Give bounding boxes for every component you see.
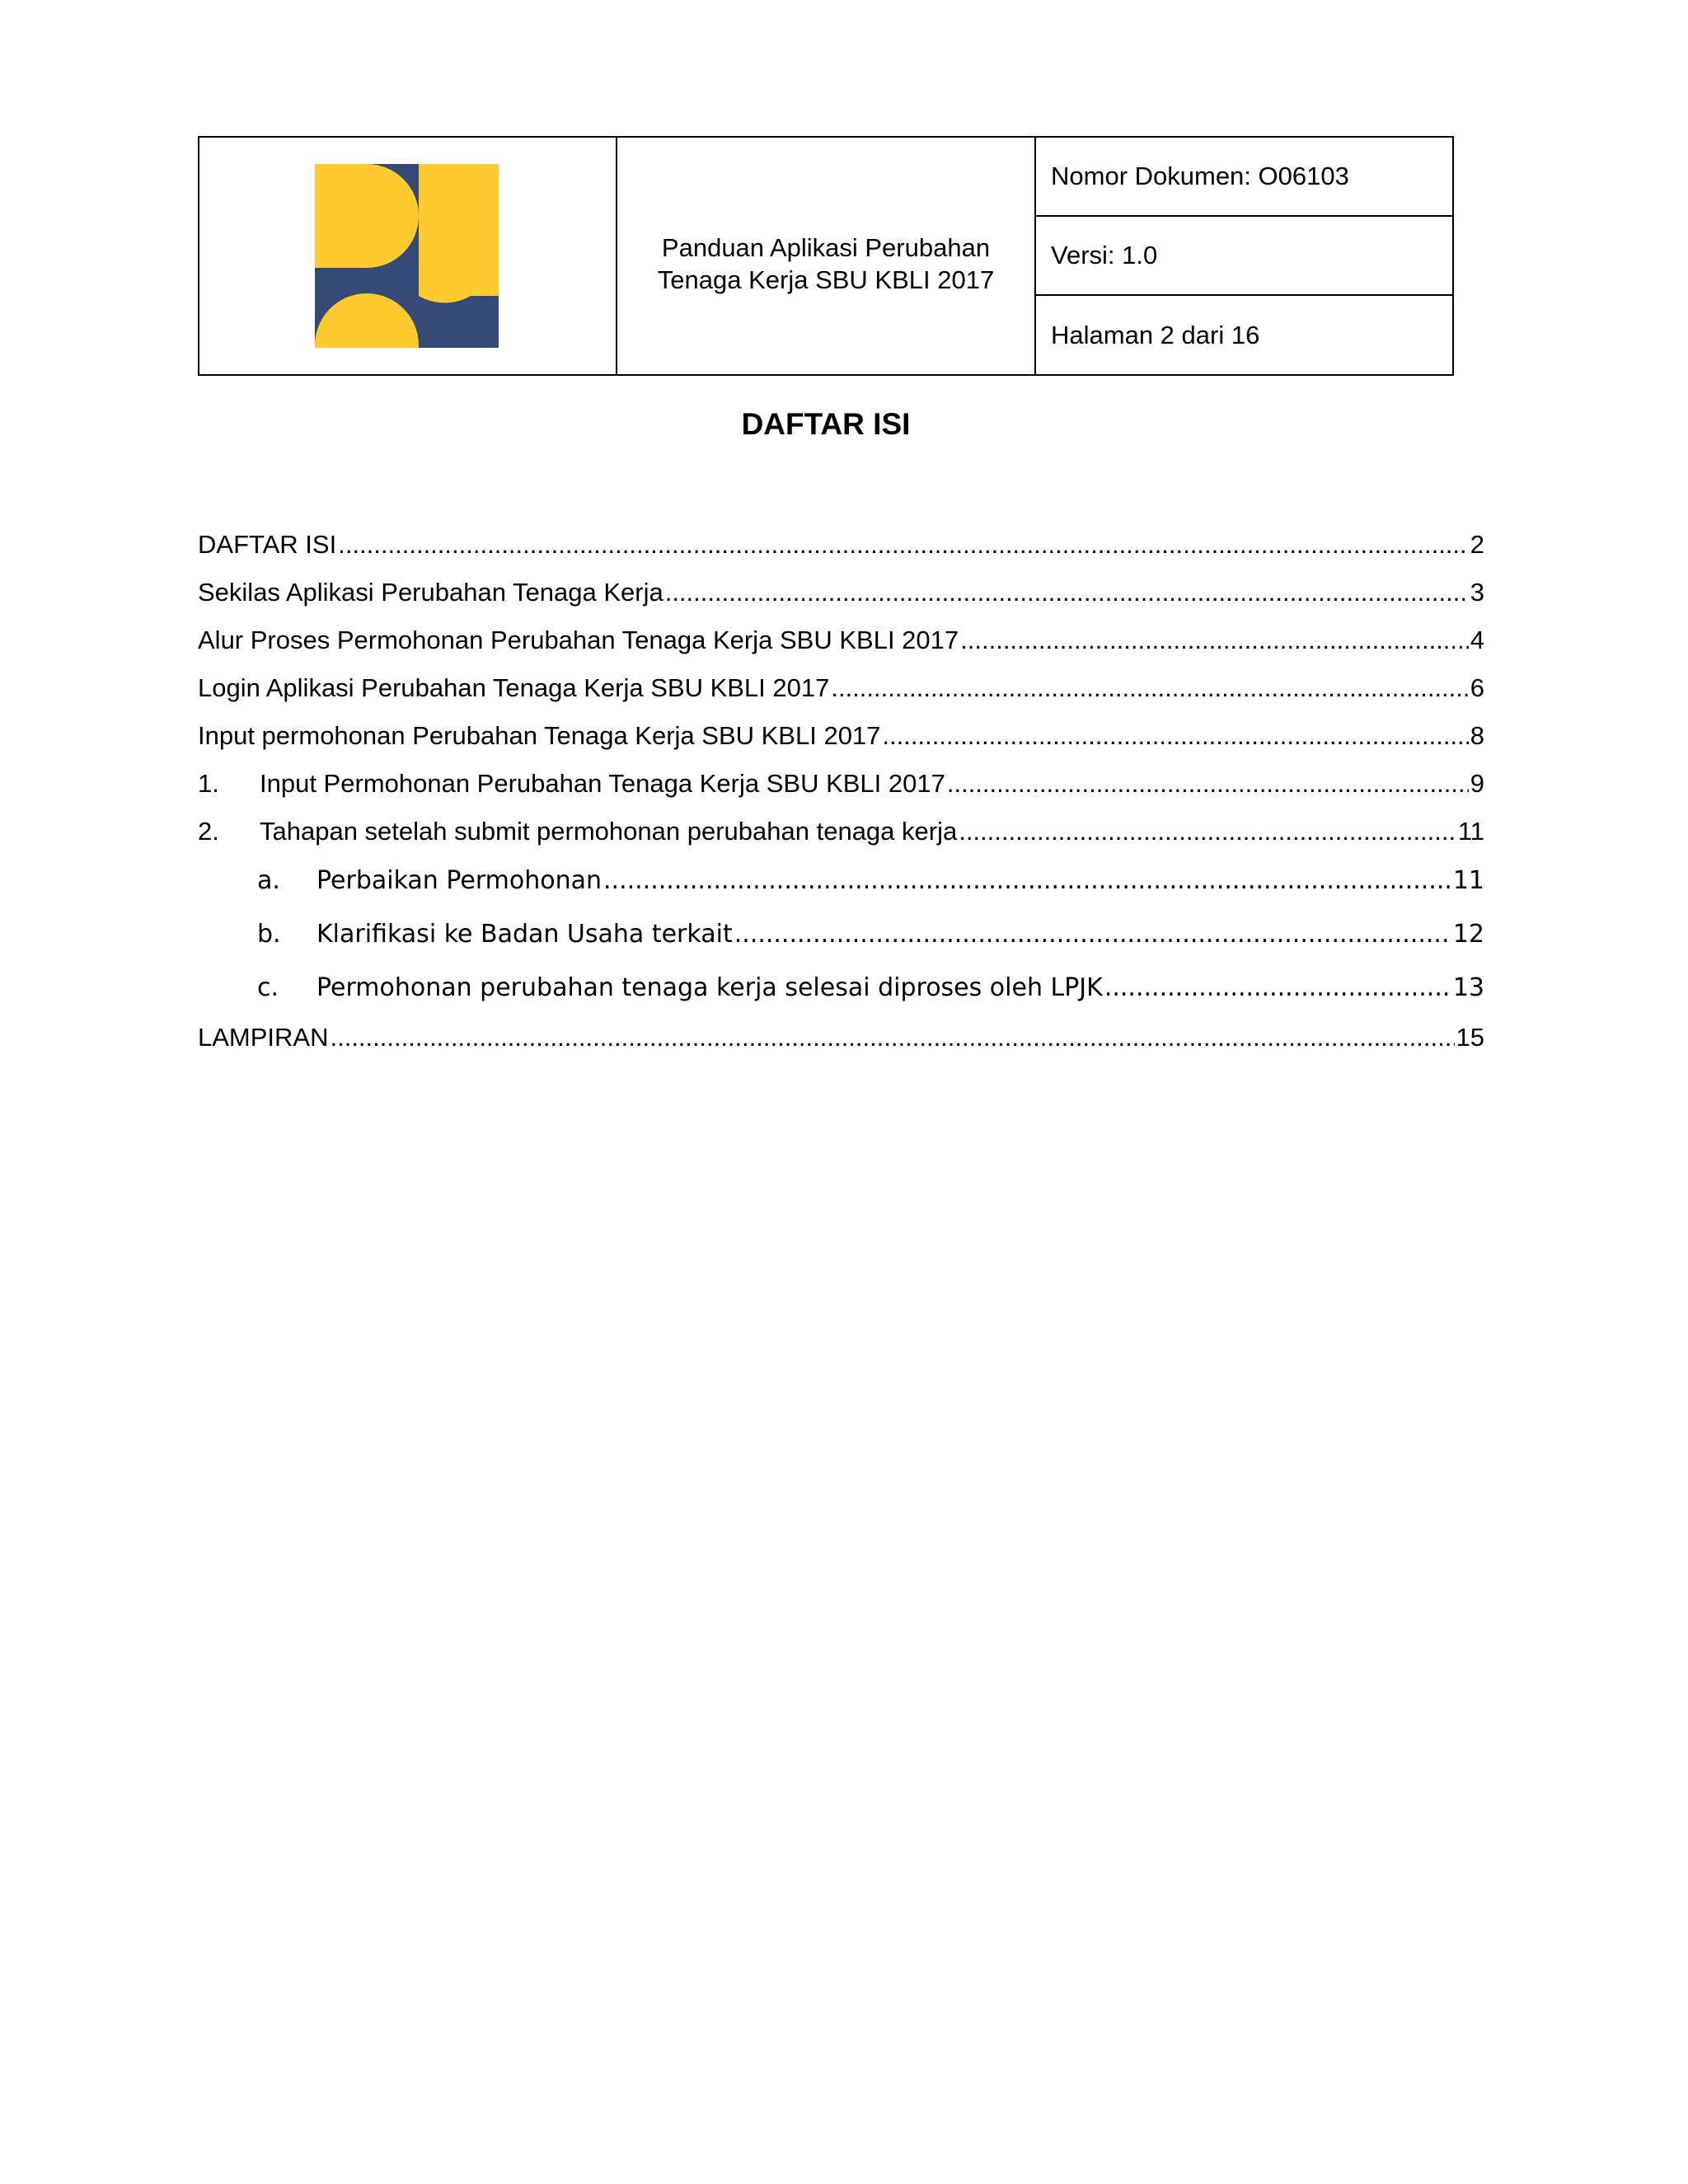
toc-entry-number: c. xyxy=(257,973,279,1002)
toc-entry-label: Permohonan perubahan tenaga kerja selesai diproses oleh LPJK xyxy=(316,973,1103,1002)
toc-entry-page: 12 xyxy=(1452,920,1484,949)
toc-dot-leader xyxy=(1104,972,1451,1005)
toc-entry-label: Input permohonan Perubahan Tenaga Kerja SBU KBLI 2017 xyxy=(198,721,881,750)
toc-entry-page: 11 xyxy=(1452,866,1484,895)
toc-entry-page: 4 xyxy=(1470,626,1484,654)
toc-dot-leader xyxy=(734,918,1451,951)
toc-entry-page: 3 xyxy=(1470,578,1484,607)
toc-entry-page: 2 xyxy=(1470,530,1484,559)
document-title: Panduan Aplikasi Perubahan Tenaga Kerja SBU KBLI 2017 xyxy=(657,232,995,294)
toc-dot-leader xyxy=(330,1021,1454,1054)
toc-dot-leader xyxy=(338,528,1469,561)
toc-entry-page: 15 xyxy=(1456,1023,1484,1052)
toc-entry[interactable] xyxy=(198,815,1484,848)
toc-entry-number: 1. xyxy=(198,769,219,798)
toc-entry-number: b. xyxy=(257,920,281,949)
toc-entry[interactable] xyxy=(198,576,1484,609)
toc-entry-page: 13 xyxy=(1452,973,1484,1002)
toc-dot-leader xyxy=(603,865,1451,898)
toc-entry-label: Sekilas Aplikasi Perubahan Tenaga Kerja xyxy=(198,578,663,607)
table-of-contents xyxy=(198,0,1484,1154)
document-number: Nomor Dokumen: O06103 xyxy=(1036,138,1452,217)
toc-entry-label: Login Aplikasi Perubahan Tenaga Kerja SBU KBLI 2017 xyxy=(198,673,830,702)
toc-entry-label: Klarifikasi ke Badan Usaha terkait xyxy=(316,920,733,949)
toc-entry[interactable] xyxy=(257,865,1484,898)
toc-entry-number: 2. xyxy=(198,817,219,846)
toc-dot-leader xyxy=(959,815,1456,848)
toc-entry[interactable] xyxy=(198,719,1484,752)
document-version: Versi: 1.0 xyxy=(1036,217,1452,296)
toc-dot-leader xyxy=(831,672,1468,705)
toc-entry-label: Alur Proses Permohonan Perubahan Tenaga Kerja SBU KBLI 2017 xyxy=(198,626,959,654)
toc-entry-page: 8 xyxy=(1470,721,1484,750)
toc-entry-page: 9 xyxy=(1470,769,1484,798)
toc-dot-leader xyxy=(947,767,1469,800)
toc-entry[interactable] xyxy=(257,918,1484,951)
toc-entry-label: Input Permohonan Perubahan Tenaga Kerja SBU KBLI 2017 xyxy=(260,769,945,798)
toc-entry[interactable] xyxy=(198,672,1484,705)
toc-entry-page: 11 xyxy=(1457,817,1484,846)
toc-entry[interactable] xyxy=(198,624,1484,657)
toc-entry[interactable] xyxy=(198,1021,1484,1054)
toc-dot-leader xyxy=(665,576,1469,609)
toc-entry-label: DAFTAR ISI xyxy=(198,530,337,559)
toc-entry[interactable] xyxy=(198,528,1484,561)
toc-dot-leader xyxy=(882,719,1468,752)
toc-entry-label: LAMPIRAN xyxy=(198,1023,329,1052)
toc-entry[interactable] xyxy=(198,767,1484,800)
toc-entry-number: a. xyxy=(257,866,280,895)
toc-heading: DAFTAR ISI xyxy=(741,407,911,441)
toc-entry-page: 6 xyxy=(1470,673,1484,702)
toc-entry-label: Perbaikan Permohonan xyxy=(316,866,602,895)
page-indicator: Halaman 2 dari 16 xyxy=(1051,320,1260,349)
toc-entry[interactable] xyxy=(257,972,1484,1005)
toc-entry-label: Tahapan setelah submit permohonan perubahan tenaga kerja xyxy=(260,817,958,846)
toc-dot-leader xyxy=(960,624,1469,657)
